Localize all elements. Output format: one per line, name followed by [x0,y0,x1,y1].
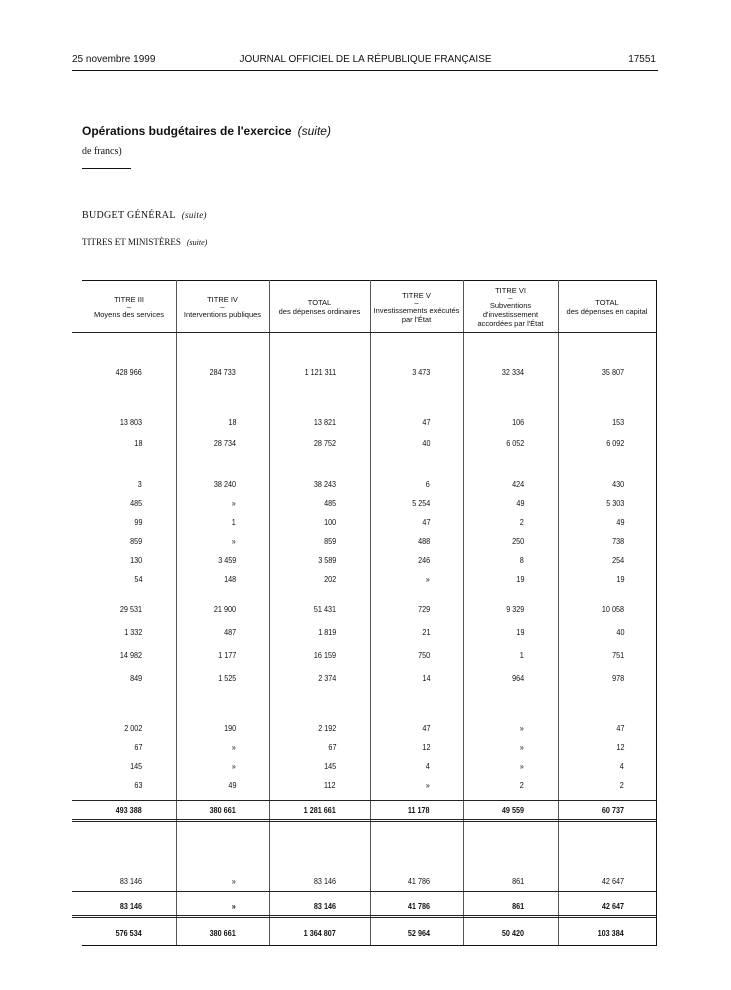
table-cell: » [519,742,524,752]
table-cell: 49 [227,780,236,790]
table-cell: 861 [511,901,524,911]
table-cell: 1 121 311 [304,367,336,377]
table-cell: 424 [511,479,524,489]
column-header-dash: – [220,302,225,311]
table-cell: 1 364 807 [303,928,336,938]
table-cell: 40 [615,627,624,637]
table-cell: 5 303 [605,498,624,508]
table-cell: 100 [323,517,336,527]
column-header-sub: Subventions d'investissement accordées par l'État [477,301,544,328]
header-date: 25 novembre 1999 [72,54,156,65]
table-cell: 28 752 [313,438,336,448]
table-cell: 729 [417,604,430,614]
table-cell: 6 092 [605,438,624,448]
column-divider [176,280,177,945]
table-cell: 153 [611,417,624,427]
table-cell: 3 589 [317,555,336,565]
table-cell: 9 329 [505,604,524,614]
table-cell: 284 733 [209,367,236,377]
section-title-text: Opérations budgétaires de l'exercice [82,124,292,138]
table-cell: 2 002 [123,723,142,733]
section-title [82,124,331,138]
row-rule [72,332,657,333]
table-cell: 13 803 [119,417,142,427]
table-cell: 42 647 [601,901,624,911]
column-header-title: TOTAL [595,298,619,307]
table-cell: 14 [421,673,430,683]
table-cell: 3 [137,479,142,489]
table-cell: » [519,761,524,771]
page-number: 17551 [628,54,656,65]
table-cell: 485 [129,498,142,508]
column-header-dash: – [414,297,419,307]
table-cell: 11 178 [408,805,430,815]
table-cell: 254 [611,555,624,565]
table-cell: 83 146 [119,901,142,911]
table-cell: 145 [323,761,336,771]
column-header-sub: Moyens des services [93,310,165,319]
table-cell: 130 [129,555,142,565]
column-header [176,284,269,330]
budget-heading [82,210,207,221]
table-cell: 29 531 [119,604,142,614]
table-cell: 52 964 [407,928,430,938]
column-header [463,284,558,330]
column-header [558,284,656,330]
table-cell: 148 [223,574,236,584]
table-cell: 47 [421,517,430,527]
table-cell: 38 243 [313,479,336,489]
table-cell: 19 [515,627,524,637]
column-header-dash: – [508,293,513,302]
table-cell: 3 473 [411,367,430,377]
table-cell: 32 334 [501,367,524,377]
table-cell: 112 [324,780,336,790]
column-header-title: TITRE III [114,295,144,304]
column-header-title: TITRE V [402,290,431,300]
table-cell: 41 786 [407,876,430,886]
column-header-sub: Investissements exécutés par l'État [373,305,460,324]
column-divider [558,280,559,945]
table-cell: 10 058 [601,604,624,614]
table-cell: 106 [511,417,524,427]
table-cell: 99 [133,517,142,527]
table-cell: 190 [223,723,236,733]
table-cell: 964 [511,673,524,683]
table-cell: 47 [615,723,624,733]
table-cell: 246 [417,555,430,565]
column-header-title: TITRE IV [207,295,238,304]
table-cell: 49 559 [501,805,524,815]
table-cell: 13 821 [313,417,336,427]
column-divider [463,280,464,945]
column-header [82,284,176,330]
table-cell: 35 807 [601,367,624,377]
table-cell: 750 [417,650,430,660]
table-cell: 19 [515,574,524,584]
column-divider [370,280,371,945]
table-cell: 4 [425,761,430,771]
table-cell: 38 240 [213,479,236,489]
table-cell: 16 159 [313,650,336,660]
table-cell: » [425,780,430,790]
table-cell: » [231,742,236,752]
table-cell: 12 [421,742,430,752]
table-cell: 2 192 [317,723,336,733]
table-cell: 5 254 [411,498,430,508]
column-header-title: TITRE VI [495,286,526,295]
table-cell: 485 [323,498,336,508]
table-cell: 487 [223,627,236,637]
table-cell: 145 [129,761,142,771]
table-cell: 3 459 [217,555,236,565]
table-cell: 1 [231,517,236,527]
titres-label: TITRES ET MINISTÈRES [82,237,181,247]
table-cell: 430 [611,479,624,489]
table-cell: 54 [133,574,142,584]
column-header-sub: des dépenses en capital [566,307,648,316]
table-cell: 67 [133,742,142,752]
table-cell: 40 [421,438,430,448]
table-cell: 67 [327,742,336,752]
table-cell: 861 [511,876,524,886]
table-cell: 2 [519,780,524,790]
table-cell: 2 [619,780,624,790]
table-cell: 1 177 [217,650,236,660]
total-rule [72,819,657,822]
table-cell: » [231,498,236,508]
table-cell: 49 [615,517,624,527]
column-header-title: TOTAL [307,298,332,307]
table-cell: 1 281 661 [303,805,336,815]
table-cell: 103 384 [597,928,624,938]
table-cell: » [231,876,236,886]
budget-label: BUDGET GÉNÉRAL [82,210,176,221]
table-cell: 51 431 [313,604,336,614]
table-cell: 488 [417,536,430,546]
journal-title: JOURNAL OFFICIEL DE LA RÉPUBLIQUE FRANÇAISE [239,54,492,65]
table-cell: 8 [519,555,524,565]
table-cell: 60 737 [601,805,624,815]
table-cell: 63 [133,780,142,790]
table-cell: 50 420 [501,928,524,938]
titres-heading [82,237,207,247]
table-cell: 250 [511,536,524,546]
table-cell: 18 [133,438,142,448]
column-header-sub: Interventions publiques [183,310,262,319]
table-cell: 2 374 [317,673,336,683]
table-cell: 202 [323,574,336,584]
table-cell: 859 [129,536,142,546]
table-cell: 380 661 [209,805,236,815]
total-rule [72,915,657,918]
header-rule [72,70,658,71]
table-cell: » [519,723,524,733]
column-header-dash: – [126,302,132,311]
table-cell: 41 786 [407,901,430,911]
table-cell: 18 [227,417,236,427]
section-title-suite: (suite) [297,124,331,138]
row-rule [72,800,657,801]
table-cell: 859 [323,536,336,546]
table-cell: 978 [611,673,624,683]
table-cell: 849 [129,673,142,683]
column-header [269,284,370,330]
table-cell: 83 146 [119,876,142,886]
table-cell: 42 647 [601,876,624,886]
table-cell: 380 661 [209,928,236,938]
table-cell: 47 [421,723,430,733]
table-cell: 2 [519,517,524,527]
table-cell: 428 966 [115,367,142,377]
table-cell: 83 146 [313,876,336,886]
table-cell: 6 [425,479,430,489]
table-cell: 4 [619,761,624,771]
table-cell: » [231,536,236,546]
row-rule [72,891,657,892]
table-cell: 1 525 [217,673,236,683]
table-cell: 14 982 [119,650,142,660]
section-unit: de francs) [82,146,122,157]
table-cell: 1 [519,650,524,660]
table-cell: » [231,761,236,771]
table-cell: » [231,901,236,911]
table-cell: 1 332 [123,627,142,637]
table-cell: 28 734 [213,438,236,448]
table-cell: 751 [611,650,624,660]
table-cell: » [425,574,430,584]
table-cell: 738 [611,536,624,546]
table-cell: 49 [515,498,524,508]
column-header-sub: des dépenses ordinaires [278,307,361,316]
table-cell: 19 [615,574,624,584]
column-header [370,284,463,330]
table-cell: 83 146 [313,901,336,911]
titres-suite: (suite) [186,238,208,247]
table-cell: 12 [615,742,624,752]
budget-suite: (suite) [181,210,207,220]
table-cell: 1 819 [317,627,336,637]
table-cell: 21 [421,627,430,637]
table-cell: 47 [421,417,430,427]
table-cell: 21 900 [213,604,236,614]
column-divider [269,280,270,945]
table-cell: 6 052 [505,438,524,448]
table-cell: 493 388 [115,805,142,815]
section-rule [82,168,131,169]
table-cell: 576 534 [115,928,142,938]
